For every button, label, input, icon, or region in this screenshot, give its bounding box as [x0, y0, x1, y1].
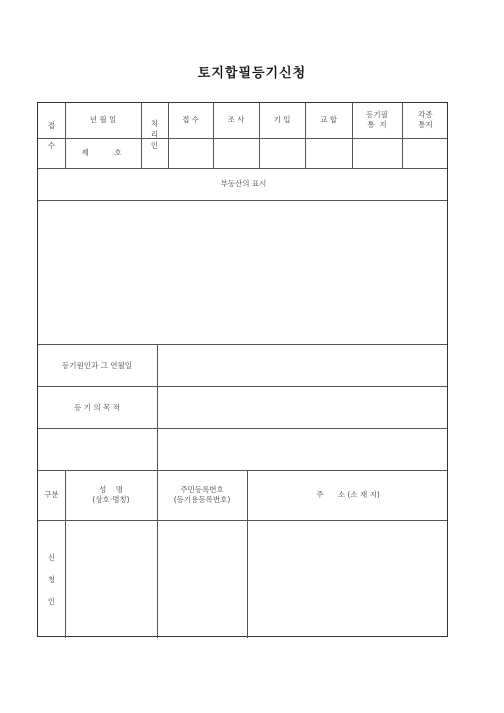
divider [259, 103, 260, 168]
extra-field[interactable] [158, 429, 449, 470]
divider [168, 103, 169, 168]
purpose-field[interactable] [158, 387, 449, 428]
registration-form [37, 102, 448, 637]
column-receipt: 접 수 [182, 115, 199, 124]
receipt-label: 수 [47, 141, 56, 150]
applicant-address-field[interactable] [248, 521, 449, 638]
divider [38, 168, 447, 169]
processor-char: 인 [150, 141, 159, 150]
applicant-name-field[interactable] [66, 521, 157, 638]
page-title: 토지합필등기신청 [197, 66, 307, 81]
number-suffix: 호 [114, 148, 122, 157]
division-header: 구분 [44, 490, 59, 499]
address-header: 주 소 (소 재 지) [316, 490, 380, 499]
divider [305, 103, 306, 168]
number-prefix: 제 [81, 148, 89, 157]
applicant-char: 인 [47, 597, 56, 606]
column-inspect: 조 사 [227, 115, 245, 124]
column-completion-notice: 등기필 통 지 [366, 110, 388, 129]
processor-char: 처 [150, 119, 159, 128]
applicant-char: 청 [47, 575, 56, 584]
receipt-label: 접 [47, 121, 56, 130]
purpose-label: 등 기 의 목 적 [74, 403, 120, 412]
name-header: 성 명 (상호·명칭) [92, 485, 130, 504]
applicant-char: 신 [47, 553, 56, 562]
id-number-header: 주민등록번호 (등기용등록번호) [173, 485, 231, 504]
property-description-area[interactable] [38, 201, 449, 344]
divider [213, 103, 214, 168]
column-entry: 기 입 [273, 115, 291, 124]
processor-char: 리 [150, 130, 159, 139]
property-section-title: 부동산의 표시 [220, 179, 267, 188]
cause-label: 등기원인과 그 연월일 [62, 361, 132, 370]
cause-field[interactable] [158, 345, 449, 386]
date-label: 년 월 일 [89, 115, 117, 124]
divider [65, 103, 66, 168]
divider [38, 138, 447, 139]
divider [38, 470, 447, 471]
column-various-notice: 각종 통지 [418, 110, 433, 129]
applicant-id-field[interactable] [158, 521, 247, 638]
column-verify: 교 합 [320, 115, 337, 124]
